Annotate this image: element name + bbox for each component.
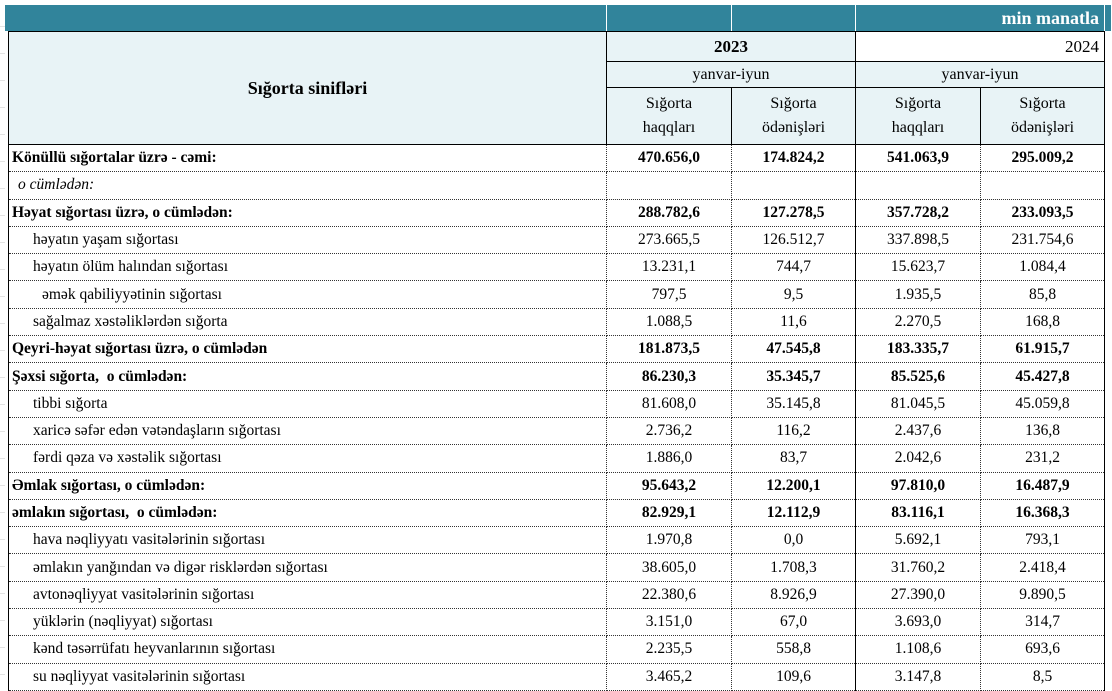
value-cell: 12.200,1 — [732, 472, 856, 499]
value-cell: 1.084,4 — [981, 254, 1105, 281]
header-year-2024: 2024 — [856, 32, 1105, 62]
header-measure-label: Sığorta ödənişləri — [1010, 95, 1075, 136]
value-cell: 116,2 — [732, 417, 856, 444]
value-cell: 181.873,5 — [607, 336, 732, 363]
value-cell — [732, 172, 856, 199]
row-label: həyatın ölüm halından sığortası — [9, 254, 607, 281]
table-row — [9, 554, 1105, 581]
table-row — [9, 308, 1105, 335]
value-cell: 183.335,7 — [856, 336, 981, 363]
value-cell: 81.045,5 — [856, 390, 981, 417]
value-cell: 3.151,0 — [607, 609, 732, 636]
value-cell: 15.623,7 — [856, 254, 981, 281]
value-cell: 9.890,5 — [981, 581, 1105, 608]
value-cell: 793,1 — [981, 527, 1105, 554]
value-cell: 1.886,0 — [607, 445, 732, 472]
value-cell: 126.512,7 — [732, 226, 856, 253]
table-row — [9, 336, 1105, 363]
value-cell: 16.368,3 — [981, 499, 1105, 526]
row-label: Şəxsi sığorta, o cümlədən: — [9, 363, 607, 390]
value-cell: 295.009,2 — [981, 145, 1105, 172]
value-cell: 27.390,0 — [856, 581, 981, 608]
value-cell: 31.760,2 — [856, 554, 981, 581]
value-cell: 231.754,6 — [981, 226, 1105, 253]
banner-segment — [607, 5, 731, 31]
sheet-left-edge — [0, 0, 5, 691]
value-cell: 8.926,9 — [732, 581, 856, 608]
value-cell: 1.108,6 — [856, 636, 981, 663]
header-premiums-2023 — [607, 88, 732, 145]
table-row — [9, 226, 1105, 253]
row-label: hava nəqliyyatı vasitələrinin sığortası — [9, 527, 607, 554]
table-row — [9, 145, 1105, 172]
value-cell: 83,7 — [732, 445, 856, 472]
value-cell: 61.915,7 — [981, 336, 1105, 363]
row-label: yüklərin (nəqliyyat) sığortası — [9, 609, 607, 636]
row-label: Könüllü sığortalar üzrə - cəmi: — [9, 145, 607, 172]
table-row — [9, 472, 1105, 499]
banner-segment — [856, 5, 1104, 31]
value-cell: 357.728,2 — [856, 199, 981, 226]
value-cell: 2.235,5 — [607, 636, 732, 663]
value-cell: 1.935,5 — [856, 281, 981, 308]
value-cell: 2.270,5 — [856, 308, 981, 335]
row-label: əmlakın yanğından və digər risklərdən sığortası — [9, 554, 607, 581]
table-row — [9, 417, 1105, 444]
value-cell: 174.824,2 — [732, 145, 856, 172]
value-cell: 314,7 — [981, 609, 1105, 636]
table-row — [9, 527, 1105, 554]
banner-segment — [1105, 5, 1111, 31]
banner-segment — [732, 5, 855, 31]
value-cell: 22.380,6 — [607, 581, 732, 608]
value-cell: 2.437,6 — [856, 417, 981, 444]
value-cell: 12.112,9 — [732, 499, 856, 526]
header-insurance-classes: Sığorta sinifləri — [9, 32, 607, 145]
value-cell — [607, 172, 732, 199]
table-row — [9, 636, 1105, 663]
table-row — [9, 445, 1105, 472]
value-cell: 470.656,0 — [607, 145, 732, 172]
table-row — [9, 609, 1105, 636]
row-label: əmlakın sığortası, o cümlədən: — [9, 499, 607, 526]
row-label: həyatın yaşam sığortası — [9, 226, 607, 253]
value-cell: 81.608,0 — [607, 390, 732, 417]
value-cell: 13.231,1 — [607, 254, 732, 281]
value-cell: 109,6 — [732, 663, 856, 690]
table-row — [9, 363, 1105, 390]
value-cell: 541.063,9 — [856, 145, 981, 172]
value-cell: 9,5 — [732, 281, 856, 308]
row-label: fərdi qəza və xəstəlik sığortası — [9, 445, 607, 472]
header-measure-label: Sığorta haqqları — [891, 95, 945, 136]
value-cell: 38.605,0 — [607, 554, 732, 581]
value-cell: 97.810,0 — [856, 472, 981, 499]
value-cell: 558,8 — [732, 636, 856, 663]
row-label: kənd təsərrüfatı heyvanlarının sığortası — [9, 636, 607, 663]
value-cell: 693,6 — [981, 636, 1105, 663]
value-cell: 168,8 — [981, 308, 1105, 335]
header-measure-label: Sığorta ödənişləri — [761, 95, 826, 136]
value-cell: 5.692,1 — [856, 527, 981, 554]
value-cell: 231,2 — [981, 445, 1105, 472]
row-label: o cümlədən: — [9, 172, 607, 199]
row-label: sağalmaz xəstəliklərdən sığorta — [9, 308, 607, 335]
value-cell: 0,0 — [732, 527, 856, 554]
value-cell: 273.665,5 — [607, 226, 732, 253]
row-label: Əmlak sığortası, o cümlədən: — [9, 472, 607, 499]
value-cell: 2.736,2 — [607, 417, 732, 444]
value-cell: 82.929,1 — [607, 499, 732, 526]
table-row — [9, 281, 1105, 308]
header-measure-label: Sığorta haqqları — [642, 95, 696, 136]
value-cell: 16.487,9 — [981, 472, 1105, 499]
insurance-classes-table — [8, 31, 1105, 691]
value-cell: 47.545,8 — [732, 336, 856, 363]
table-row — [9, 172, 1105, 199]
unit-banner — [5, 5, 1112, 31]
value-cell: 67,0 — [732, 609, 856, 636]
value-cell: 337.898,5 — [856, 226, 981, 253]
value-cell: 1.970,8 — [607, 527, 732, 554]
table-row — [9, 254, 1105, 281]
row-label: Həyat sığortası üzrə, o cümlədən: — [9, 199, 607, 226]
table-row — [9, 499, 1105, 526]
row-label: əmək qabiliyyətinin sığortası — [9, 281, 607, 308]
value-cell: 45.427,8 — [981, 363, 1105, 390]
value-cell: 2.418,4 — [981, 554, 1105, 581]
value-cell: 136,8 — [981, 417, 1105, 444]
value-cell: 83.116,1 — [856, 499, 981, 526]
value-cell: 86.230,3 — [607, 363, 732, 390]
value-cell: 3.147,8 — [856, 663, 981, 690]
value-cell: 288.782,6 — [607, 199, 732, 226]
value-cell: 11,6 — [732, 308, 856, 335]
value-cell: 45.059,8 — [981, 390, 1105, 417]
value-cell: 1.088,5 — [607, 308, 732, 335]
row-label: tibbi sığorta — [9, 390, 607, 417]
value-cell: 35.145,8 — [732, 390, 856, 417]
banner-segment — [5, 5, 606, 31]
value-cell: 85.525,6 — [856, 363, 981, 390]
header-year-2023: 2023 — [607, 32, 856, 62]
table-header — [9, 32, 1105, 145]
header-period-2023: yanvar-iyun — [607, 62, 856, 88]
row-label: avtonəqliyyat vasitələrinin sığortası — [9, 581, 607, 608]
value-cell: 35.345,7 — [732, 363, 856, 390]
header-premiums-2024 — [856, 88, 981, 145]
value-cell: 8,5 — [981, 663, 1105, 690]
value-cell: 127.278,5 — [732, 199, 856, 226]
header-payments-2023 — [732, 88, 856, 145]
value-cell: 3.465,2 — [607, 663, 732, 690]
table-row — [9, 199, 1105, 226]
table-row — [9, 390, 1105, 417]
row-label: su nəqliyyat vasitələrinin sığortası — [9, 663, 607, 690]
value-cell: 1.708,3 — [732, 554, 856, 581]
row-label: xaricə səfər edən vətəndaşların sığortası — [9, 417, 607, 444]
value-cell: 2.042,6 — [856, 445, 981, 472]
value-cell: 797,5 — [607, 281, 732, 308]
value-cell — [856, 172, 981, 199]
unit-label: min manatla — [1001, 8, 1099, 28]
value-cell: 85,8 — [981, 281, 1105, 308]
value-cell: 744,7 — [732, 254, 856, 281]
table-row — [9, 581, 1105, 608]
row-label: Qeyri-həyat sığortası üzrə, o cümlədən — [9, 336, 607, 363]
value-cell: 95.643,2 — [607, 472, 732, 499]
table-body — [9, 145, 1105, 691]
value-cell: 3.693,0 — [856, 609, 981, 636]
value-cell: 233.093,5 — [981, 199, 1105, 226]
header-payments-2024 — [981, 88, 1105, 145]
header-period-2024: yanvar-iyun — [856, 62, 1105, 88]
table-row — [9, 663, 1105, 690]
value-cell — [981, 172, 1105, 199]
